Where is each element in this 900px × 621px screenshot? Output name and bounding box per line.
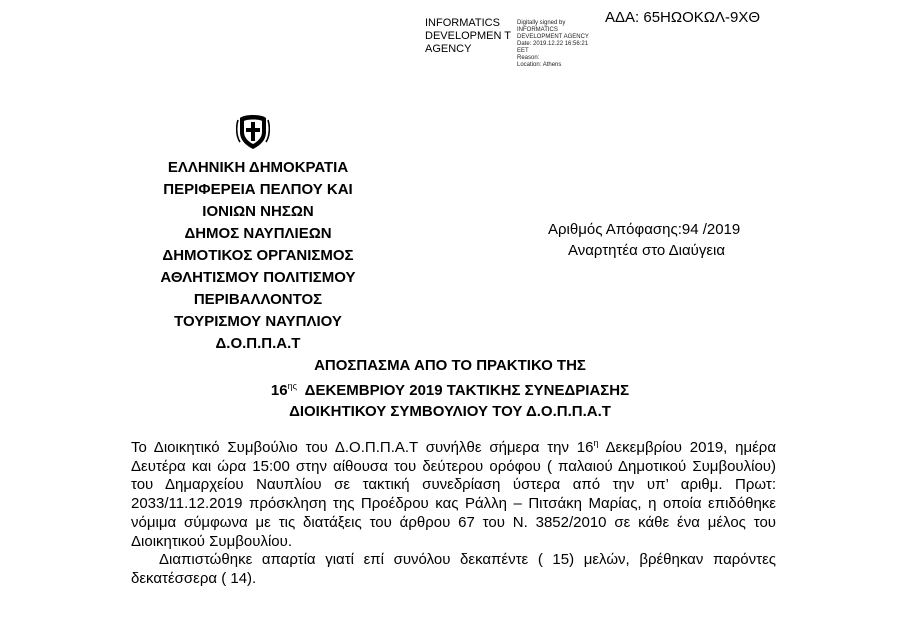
header-line: ΙΟΝΙΩΝ ΝΗΣΩΝ: [202, 203, 314, 220]
title-date-rest: ΔΕΚΕΜΒΡΙΟΥ 2019 ΤΑΚΤΙΚΗΣ ΣΥΝΕΔΡΙΑΣΗΣ: [296, 382, 630, 399]
body-day-suffix: η: [593, 438, 599, 448]
signature-line: Date: 2019.12.22 16:56:21: [517, 41, 589, 47]
header-line: ΑΘΛΗΤΙΣΜΟΥ ΠΟΛΙΤΙΣΜΟΥ: [160, 269, 356, 286]
ada-code: ΑΔΑ: 65ΗΩΟΚΩΛ-9ΧΘ: [605, 9, 761, 26]
title-line: [200, 376, 700, 401]
signature-line: Reason:: [517, 55, 540, 61]
signature-organization: INFORMATICS DEVELOPMEN T AGENCY: [425, 17, 511, 55]
body-text: Το Διοικητικό Συμβούλιο του Δ.Ο.Π.Π.Α.Τ συνήλθε σήμερα την 16: [131, 439, 594, 456]
signature-details: [517, 20, 657, 69]
document-body: [131, 434, 776, 589]
header-line: Δ.Ο.Π.Π.Α.Τ: [215, 335, 301, 352]
body-paragraph: Διαπιστώθηκε απαρτία γιατί επί συνόλου δεκαπέντε ( 15) μελών, βρέθηκαν παρόντες δεκατέσσερα ( 14).: [131, 551, 776, 587]
title-line: ΔΙΟΙΚΗΤΙΚΟΥ ΣΥΜΒΟΥΛΙΟΥ ΤΟΥ Δ.Ο.Π.Π.Α.Τ: [289, 403, 611, 420]
signature-line: DEVELOPMENT AGENCY: [517, 34, 589, 40]
body-text: Δεκεμβρίου 2019, ημέρα Δευτέρα και ώρα 15:00 στην αίθουσα του δεύτερου ορόφου ( παλαιού Δημοτικού Συμβουλίου) του Δημαρχείου Ναυπλίου σε τακτική συνεδρίαση ύστερα από την υπ’ αριθμ. Πρωτ: 2033/11.12.2019 πρόσκληση της Προέδρου κας Ράλλη – Πιτσάκη Μαρίας, η οποία επιδόθηκε νόμιμα σύμφωνα με τις διατάξεις του άρθρου 67 του Ν. 3852/2010 σε κάθε ένα μέλος του Διοικητικού Συμβουλίου.: [131, 439, 776, 550]
header-line: ΕΛΛΗΝΙΚΗ ΔΗΜΟΚΡΑΤΙΑ: [167, 159, 349, 176]
header-line: ΔΗΜΟΤΙΚΟΣ ΟΡΓΑΝΙΣΜΟΣ: [162, 247, 354, 264]
issuer-header: [120, 157, 396, 355]
header-line: ΠΕΡΙΦΕΡΕΙΑ ΠΕΛΠΟΥ ΚΑΙ: [163, 181, 353, 198]
signature-line: Location: Athens: [517, 62, 562, 68]
document-title: [200, 355, 700, 422]
header-line: ΤΟΥΡΙΣΜΟΥ ΝΑΥΠΛΙΟΥ: [174, 313, 342, 330]
greek-coat-of-arms-icon: [236, 112, 270, 150]
decision-number: Αριθμός Απόφασης:94 /2019: [548, 221, 741, 238]
signature-line: Digitally signed by: [517, 20, 566, 26]
signature-line: EET: [517, 48, 529, 54]
title-day-suffix: ης: [287, 381, 297, 391]
title-day: 16: [270, 382, 288, 399]
header-line: ΠΕΡΙΒΑΛΛΟΝΤΟΣ: [193, 291, 323, 308]
title-line: ΑΠΟΣΠΑΣΜΑ ΑΠΟ ΤΟ ΠΡΑΚΤΙΚΟ ΤΗΣ: [314, 357, 586, 374]
signature-line: INFORMATICS: [517, 27, 558, 33]
posting-note: Αναρτητέα στο Διαύγεια: [568, 242, 726, 259]
decision-info: [548, 219, 740, 261]
header-line: ΔΗΜΟΣ ΝΑΥΠΛΙΕΩΝ: [184, 225, 332, 242]
body-paragraph: [131, 434, 776, 551]
